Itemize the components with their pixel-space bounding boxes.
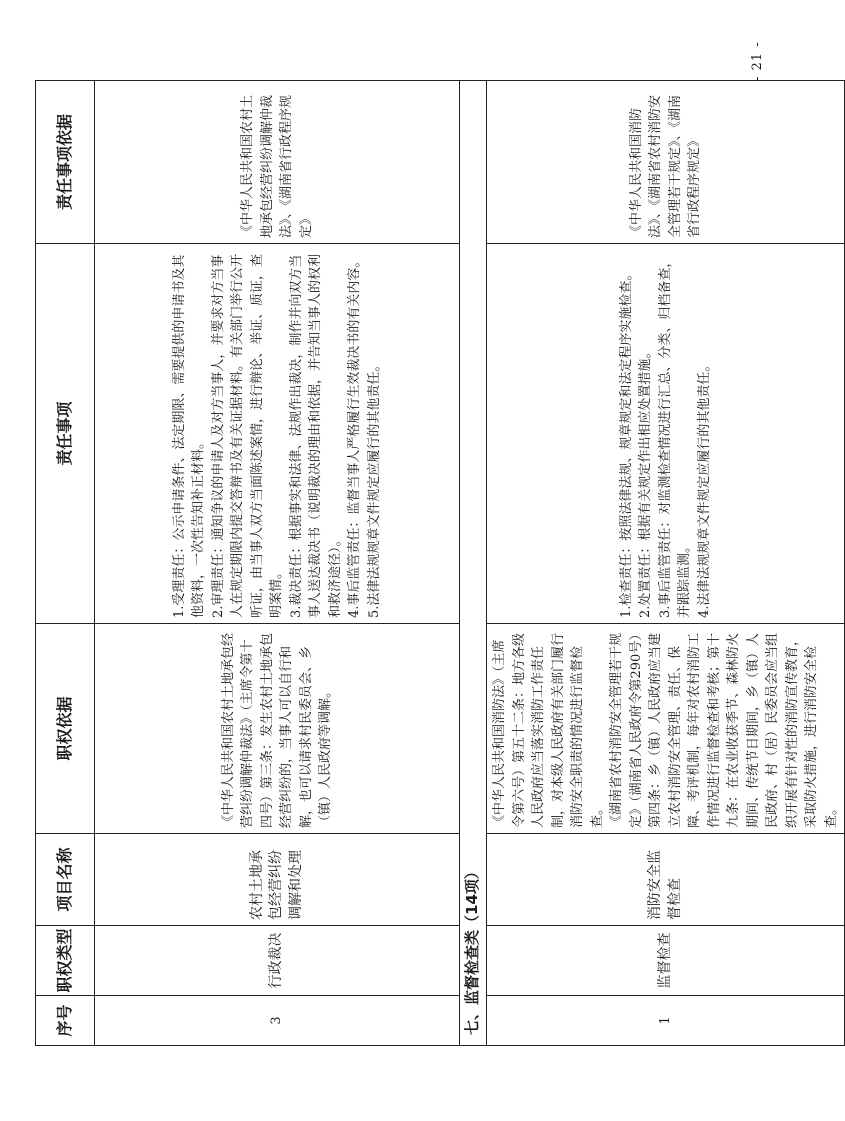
- row-duties: [487, 244, 845, 624]
- row-duty-basis: 《中华人民共和国消防法》、《湖南省农村消防安全管理若干规定》、《湖南省行政程序规定》: [487, 81, 845, 244]
- basis-paragraph: 《湖南省农村消防安全管理若干规定》（湖南省人民政府令第290号）第四条：乡（镇）人民政府应当建立农村消防安全管理、责任、保障、考评机制，每年对农村消防工作情况进行监督检查和考核；第十九条：在农业收获季节、森林防火期间、传统节日期间，乡（镇）人民政府、村（居）民委员会应当组织开展有针对性的消防宣传教育，采取防火措施，进行消防安全检查。: [609, 632, 839, 828]
- row-no: 1: [487, 996, 845, 1046]
- duty-item: 5.法律法规规章文件规定应履行的其他责任。: [366, 358, 382, 618]
- duty-item: 1.受理责任：公示申请条件、法定期限、需要提供的申请书及其他资料，一次性告知补正材料。: [171, 254, 207, 618]
- table-header-row: [36, 81, 95, 1046]
- row-type: 监督检查: [487, 926, 845, 996]
- table-row: [487, 81, 845, 1046]
- basis-paragraph: 《中华人民共和国消防法》（主席令第六号）第五十二条：地方各级人民政府应当落实消防工作责任制，对本级人民政府有关部门履行消防安全职责的情况进行监督检查。: [492, 632, 605, 828]
- duty-item: 4.事后监管责任：监督当事人严格履行生效裁决书的有关内容。: [347, 254, 363, 618]
- duty-item: 3.事后监管责任：对监测检查情况进行汇总、分类、归档备查，并跟踪监测。: [657, 254, 693, 618]
- duty-item: 1.检查责任：按照法律法规、规章规定和法定程序实施检查。: [618, 267, 634, 618]
- header-duty-basis: 责任事项依据: [36, 81, 95, 244]
- table-row: [95, 81, 460, 1046]
- header-basis: 职权依据: [36, 624, 95, 834]
- category-row: [460, 81, 487, 1046]
- header-no: 序号: [36, 996, 95, 1046]
- duty-item: 4.法律法规规章文件规定应履行的其他责任。: [696, 358, 712, 618]
- duty-item: 2.处置责任：根据有关规定作出相应处置措施。: [638, 345, 654, 618]
- row-name: 消防安全监督检查: [487, 834, 845, 926]
- row-name: 农村土地承包经营纠纷调解和处理: [95, 834, 460, 926]
- row-duty-basis: 《中华人民共和国农村土地承包经营纠纷调解仲裁法》、《湖南省行政程序规定》: [95, 81, 460, 244]
- category-title: 七、监督检查类（14项）: [460, 81, 487, 1046]
- responsibility-table: [35, 80, 845, 1046]
- page-number: - 21 -: [750, 41, 765, 81]
- basis-paragraph: 《中华人民共和国农村土地承包经营纠纷调解仲裁法》（主席令第十四号）第三条：发生农村土地承包经营纠纷的，当事人可以自行和解，也可以请求村民委员会、乡（镇）人民政府等调解。: [220, 632, 333, 828]
- duty-item: 2.审理责任：通知争议的申请人及对方当事人，并要求对方当事人在规定期限内提交答辩书及有关证据材料。有关部门举行公开听证，由当事人双方当面陈述案情，进行辩论、举证、质证，查明案情。: [210, 253, 285, 618]
- header-type: 职权类型: [36, 926, 95, 996]
- duty-item: 3.裁决责任：根据事实和法律、法规作出裁决，制作并向双方当事人送达裁决书（说明裁决的理由和依据，并告知当事人的权利和救济途径）。: [288, 253, 343, 618]
- row-no: 3: [95, 996, 460, 1046]
- row-type: 行政裁决: [95, 926, 460, 996]
- row-duties: [95, 244, 460, 624]
- header-name: 项目名称: [36, 834, 95, 926]
- row-basis: [95, 624, 460, 834]
- row-basis: [487, 624, 845, 834]
- header-duties: 责任事项: [36, 244, 95, 624]
